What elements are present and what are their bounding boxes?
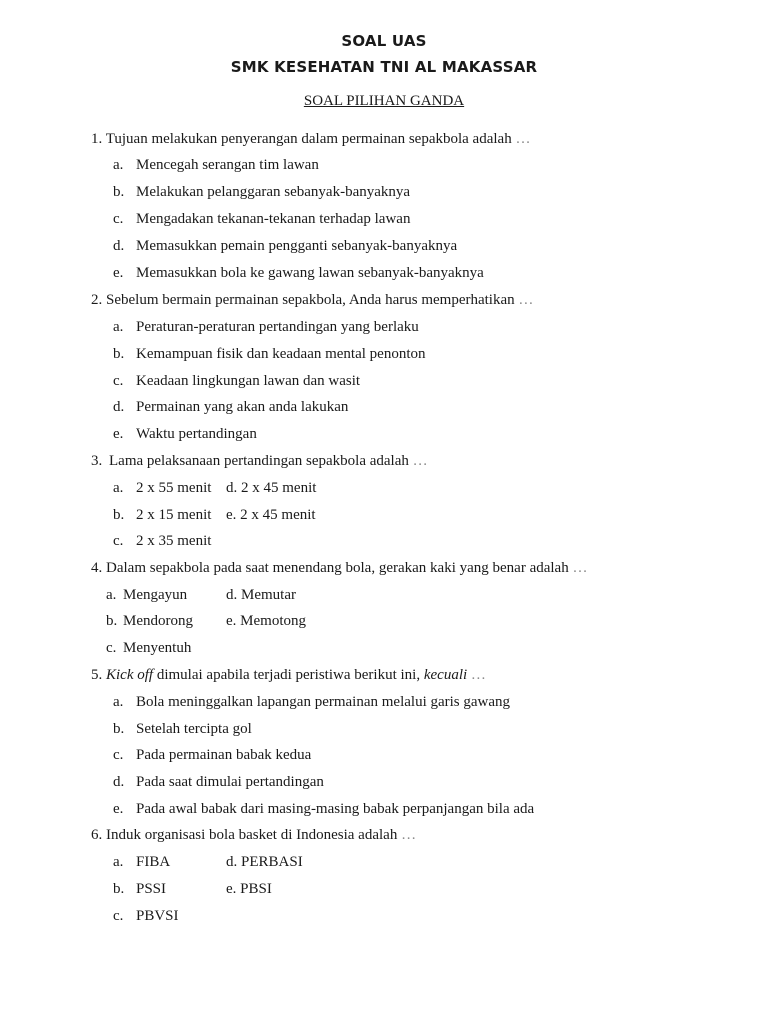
option-letter: c. <box>113 533 124 549</box>
option-text: Mendorong <box>123 613 193 629</box>
question-number: 6. <box>91 827 103 843</box>
option-letter: d. <box>113 238 125 254</box>
option-text: Permainan yang akan anda lakukan <box>136 399 349 415</box>
option-letter: e. <box>226 881 237 897</box>
option-text: PSSI <box>136 881 167 897</box>
option-text: Memasukkan pemain pengganti sebanyak-banyaknya <box>136 238 458 254</box>
option-right <box>226 479 316 497</box>
option-letter: a. <box>113 694 124 710</box>
question-text: Dalam sepakbola pada saat menendang bola, gerakan kaki yang benar adalah <box>106 560 569 576</box>
option-right <box>226 853 303 871</box>
option-letter: b. <box>113 184 125 200</box>
question-text: Sebelum bermain permainan sepakbola, Anda harus memperhatikan <box>106 292 515 308</box>
option-letter: d. <box>113 774 125 790</box>
option-text: 2 x 45 menit <box>241 480 317 496</box>
section-title: SOAL PILIHAN GANDA <box>303 93 465 109</box>
option-letter: a. <box>113 319 124 335</box>
option-text: PBSI <box>240 881 272 897</box>
option-text: Mengadakan tekanan-tekanan terhadap lawan <box>136 211 411 227</box>
question-italic-term: Kick off <box>106 667 154 683</box>
option-letter: c. <box>113 908 124 924</box>
option-letter: d. <box>113 399 125 415</box>
option-letter: e. <box>113 265 124 281</box>
option-text: 2 x 45 menit <box>240 507 316 523</box>
option-text: 2 x 15 menit <box>136 507 212 523</box>
question-ellipsis: … <box>470 667 486 683</box>
option-text: Peraturan-peraturan pertandingan yang berlaku <box>136 319 419 335</box>
option-letter: e. <box>113 801 124 817</box>
question-number: 2. <box>91 292 103 308</box>
option-text: Menyentuh <box>123 640 192 656</box>
option-letter: e. <box>226 507 237 523</box>
question-text: Tujuan melakukan penyerangan dalam permainan sepakbola adalah <box>105 131 512 147</box>
option-text: Kemampuan fisik dan keadaan mental penonton <box>136 346 426 362</box>
option-text: Mengayun <box>123 587 188 603</box>
option-text: 2 x 35 menit <box>136 533 212 549</box>
question-6 <box>91 826 416 844</box>
option-text: Waktu pertandingan <box>136 426 257 442</box>
option-text: Memutar <box>241 587 296 603</box>
question-5 <box>91 666 486 684</box>
question-4 <box>91 559 587 577</box>
option-right <box>226 506 316 524</box>
option-text: Setelah tercipta gol <box>136 721 252 737</box>
option-letter: b. <box>113 507 125 523</box>
option-letter: b. <box>106 613 118 629</box>
question-number: 4. <box>91 560 103 576</box>
question-ellipsis: … <box>572 560 588 576</box>
option-letter: c. <box>106 640 117 656</box>
option-letter: a. <box>106 587 117 603</box>
option-letter: a. <box>113 854 124 870</box>
option-right <box>226 612 306 630</box>
option-right <box>226 880 272 898</box>
question-ellipsis: … <box>412 453 428 469</box>
question-2 <box>91 291 533 309</box>
question-3 <box>91 452 428 470</box>
option-letter: c. <box>113 373 124 389</box>
option-text: Pada permainan babak kedua <box>136 747 312 763</box>
option-letter: a. <box>113 157 124 173</box>
option-letter: a. <box>113 480 124 496</box>
option-letter: e. <box>113 426 124 442</box>
question-ellipsis: … <box>518 292 534 308</box>
option-text: Pada awal babak dari masing-masing babak perpanjangan bila ada <box>136 801 535 817</box>
question-number: 5. <box>91 667 103 683</box>
option-text: Bola meninggalkan lapangan permainan melalui garis gawang <box>136 694 511 710</box>
option-text: Melakukan pelanggaran sebanyak-banyaknya <box>136 184 411 200</box>
option-letter: d. <box>226 587 238 603</box>
question-number: 3. <box>91 453 103 469</box>
option-letter: d. <box>226 480 238 496</box>
option-letter: b. <box>113 881 125 897</box>
option-text: PERBASI <box>241 854 303 870</box>
question-text: Induk organisasi bola basket di Indonesia adalah <box>106 827 398 843</box>
option-letter: b. <box>113 721 125 737</box>
option-text: FIBA <box>136 854 171 870</box>
question-text: dimulai apabila terjadi peristiwa berikut ini, <box>156 667 421 683</box>
option-right <box>226 586 296 604</box>
question-ellipsis: … <box>515 131 531 147</box>
question-italic-except: kecuali <box>423 667 468 683</box>
option-letter: c. <box>113 747 124 763</box>
option-text: Memasukkan bola ke gawang lawan sebanyak-banyaknya <box>136 265 484 281</box>
option-letter: e. <box>226 613 237 629</box>
option-text: Memotong <box>240 613 307 629</box>
option-text: Keadaan lingkungan lawan dan wasit <box>136 373 361 389</box>
school-name: SMK KESEHATAN TNI AL MAKASSAR <box>230 58 538 76</box>
option-text: Mencegah serangan tim lawan <box>136 157 319 173</box>
option-letter: d. <box>226 854 238 870</box>
question-text: Lama pelaksanaan pertandingan sepakbola adalah <box>109 453 409 469</box>
question-1 <box>91 130 530 148</box>
option-text: Pada saat dimulai pertandingan <box>136 774 324 790</box>
option-text: PBVSI <box>136 908 179 924</box>
question-number: 1. <box>91 131 103 147</box>
option-text: 2 x 55 menit <box>136 480 212 496</box>
question-ellipsis: … <box>401 827 417 843</box>
option-letter: c. <box>113 211 124 227</box>
exam-title: SOAL UAS <box>341 32 427 50</box>
option-letter: b. <box>113 346 125 362</box>
